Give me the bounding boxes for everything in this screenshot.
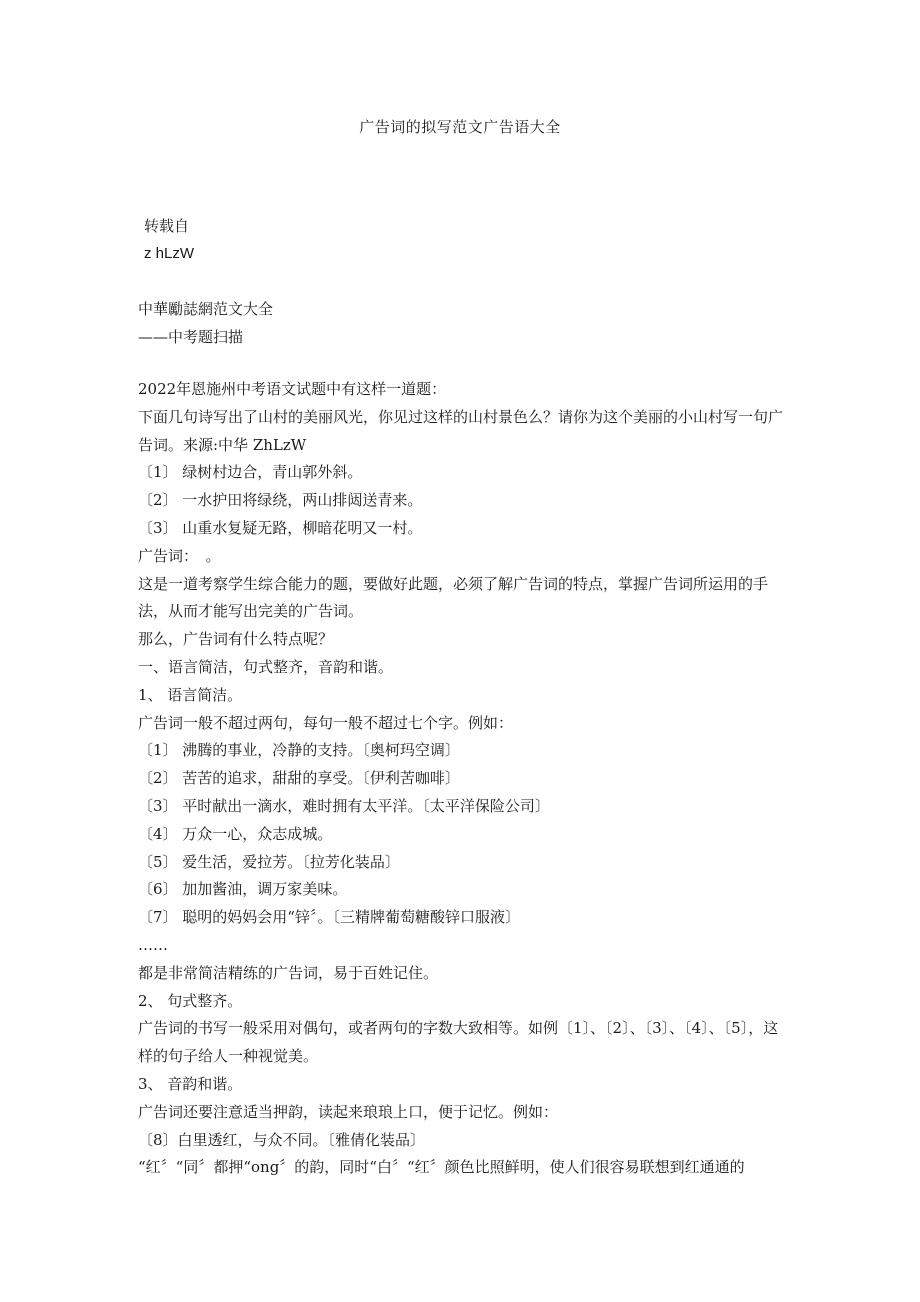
org-name: 中華勵誌網范文大全 xyxy=(138,300,274,318)
paragraph: 广告词一般不超过两句，每句一般不超过七个字。例如： xyxy=(138,713,514,732)
article-body xyxy=(138,376,783,1182)
list-item: 〔1〕 沸腾的事业，冷静的支持。〔奥柯玛空调〕 xyxy=(138,741,460,760)
source-site: z hLzW xyxy=(144,245,195,262)
subsection-heading: 2、 句式整齐。 xyxy=(138,991,243,1010)
list-item: 〔2〕 一水护田将绿绕，两山排闼送青来。 xyxy=(138,491,423,510)
list-item: 〔7〕 聪明的妈妈会用“锌〞。〔三精牌葡萄糖酸锌口服液〕 xyxy=(138,908,520,927)
list-item: 〔2〕 苦苦的追求，甜甜的享受。〔伊利苦咖啡〕 xyxy=(138,769,460,788)
source-label: 转载自 xyxy=(144,217,190,235)
paragraph: 下面几句诗写出了山村的美丽风光，你见过这样的山村景色么？请你为这个美丽的小山村写一句广告词。来源:中华 ZhLzW xyxy=(138,407,784,454)
section-heading: 一、语言简洁，句式整齐，音韵和谐。 xyxy=(138,657,394,676)
paragraph: 这是一道考察学生综合能力的题，要做好此题，必须了解广告词的特点，掌握广告词所运用的手法，从而才能写出完美的广告词。 xyxy=(138,574,769,621)
list-item: 〔1〕 绿树村边合，青山郭外斜。 xyxy=(138,463,363,482)
list-item: 〔3〕 平时献出一滴水，难时拥有太平洋。〔太平洋保险公司〕 xyxy=(138,796,550,815)
ellipsis: …… xyxy=(138,935,168,954)
org-block xyxy=(138,295,273,351)
list-item: 〔3〕 山重水复疑无路，柳暗花明又一村。 xyxy=(138,518,423,537)
subsection-heading: 1、 语言简洁。 xyxy=(138,685,243,704)
paragraph: 都是非常简洁精练的广告词，易于百姓记住。 xyxy=(138,963,439,982)
org-subtitle: ——中考题扫描 xyxy=(138,328,244,346)
paragraph: 广告词的书写一般采用对偶句，或者两句的字数大致相等。如例〔1〕、〔2〕、〔3〕、〔4〕、〔5〕，这样的句子给人一种视觉美。 xyxy=(138,1019,779,1066)
document-title: 广告词的拟写范文广告语大全 xyxy=(359,118,561,136)
subsection-heading: 3、 音韵和谐。 xyxy=(138,1074,243,1093)
list-item: 〔4〕 万众一心，众志成城。 xyxy=(138,824,333,843)
list-item: 〔8〕白里透红，与众不同。〔雅倩化装品〕 xyxy=(138,1130,426,1149)
source-block xyxy=(144,213,194,267)
paragraph: “红〞“同〞都押“ong〞的韵，同时“白〞“红〞颜色比照鲜明，使人们很容易联想到红通通的 xyxy=(138,1158,745,1177)
paragraph: 2022年恩施州中考语文试题中有这样一道题： xyxy=(138,380,447,398)
list-item: 〔6〕 加加酱油，调万家美味。 xyxy=(138,880,348,899)
paragraph: 广告词还要注意适当押韵，读起来琅琅上口，便于记忆。例如： xyxy=(138,1102,559,1121)
paragraph: 那么，广告词有什么特点呢？ xyxy=(138,630,334,649)
list-item: 〔5〕 爱生活，爱拉芳。〔拉芳化装品〕 xyxy=(138,852,400,871)
paragraph: 广告词： 。 xyxy=(138,546,221,565)
